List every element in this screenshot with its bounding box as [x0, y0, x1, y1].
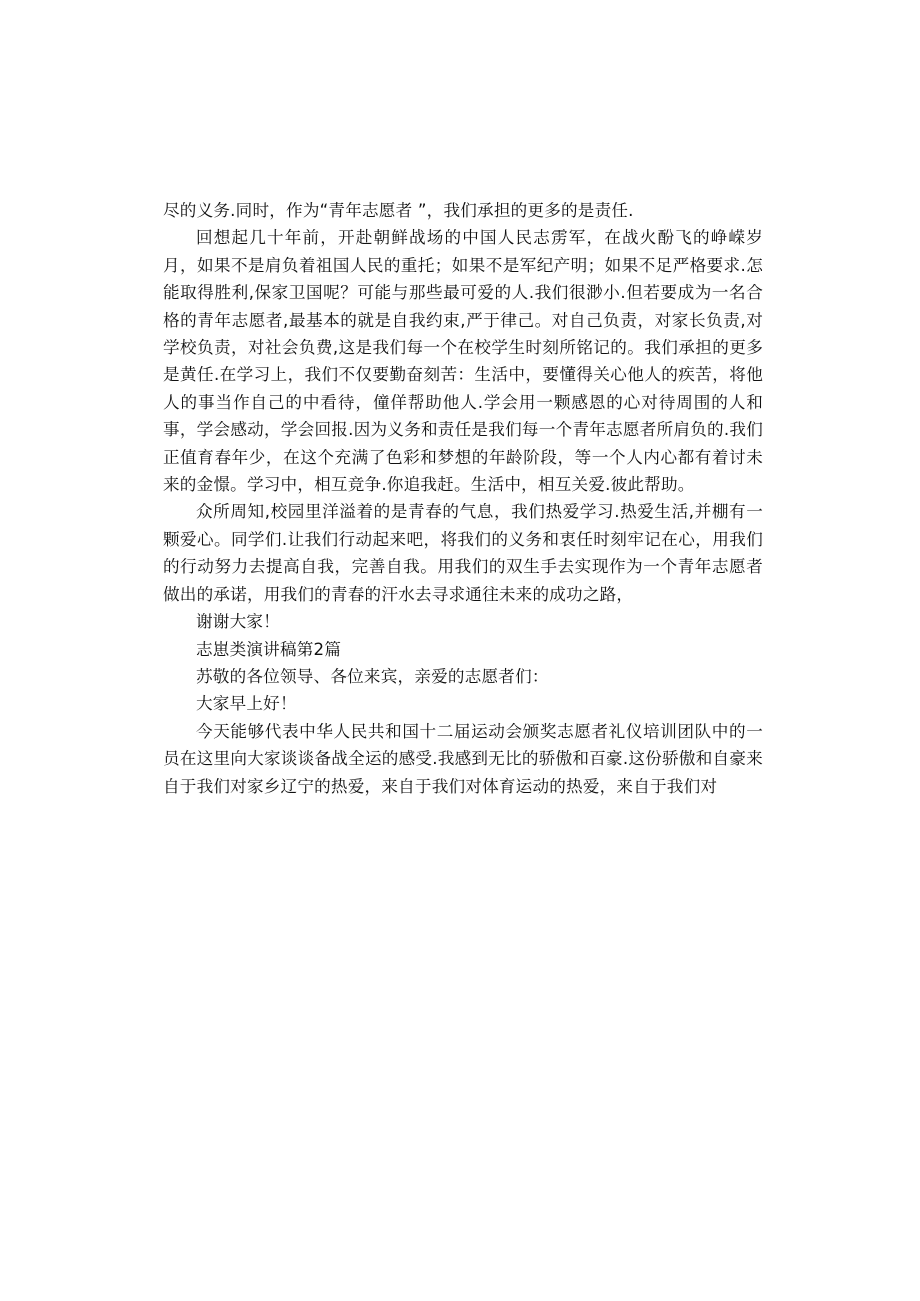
paragraph-greeting: 大家早上好！ [196, 694, 297, 714]
paragraph-speech-opening: 今天能够代表中华人民共和国十二届运动会颁奖志愿者礼仪培训团队中的一员在这里向大家谈谈备战全运的感受.我感到无比的骄傲和百豪.这份骄傲和自豪来自于我们对家乡辽宁的热爱，来自于我们对体育运动的热爱，来自于我们对 [163, 721, 763, 796]
paragraph-history: 回想起几十年前，开赴朝鲜战场的中国人民志雳军，在战火酚飞的峥嵘岁月，如果不是肩负着祖国人民的重托；如果不是军纪产明；如果不足严格要求.怎能取得胜利,保家卫国呢？可能与那些最可爱的人.我们很渺小.但若要成为一名合格的青年志愿者,最基本的就是自我约束,严于律己。对自己负责，对家长负责,对学校负责，对社会负费,这是我们每一个在校学生时刻所铭记的。我们承担的更多是黄任.在学习上，我们不仅要勤奋刻苦：生活中，要懂得关心他人的疾苦，将他人的事当作自己的中看待，僮佯帮助他人.学会用一颗感恩的心对待周围的人和事，学会感动，学会回报.因为义务和责任是我们每一个青年志愿者所肩负的.我们正值育春年少，在这个充满了色彩和梦想的年龄阶段，等一个人内心都有着讨未来的金憬。学习中，相互竞争.你追我赶。生活中，相互关爱.彼此帮助。 [163, 228, 763, 495]
paragraph-continuation: 尽的义务.同时，作为“青年志愿者 ”，我们承担的更多的是责任. [163, 201, 634, 220]
section-heading: 志崽类演讲稿第2篇 [196, 639, 342, 659]
paragraph-thanks: 谢谢大家！ [196, 612, 280, 632]
paragraph-campus: 众所周知,校园里洋溢着的是青春的气息，我们热爱学习.热爱生活,并棚有一颗爱心。同学们.让我们行动起来吧，将我们的义务和衷任时刻牢记在心，用我们的行动努力去提高自我，完善自我。用我们的双生手去实现作为一个青年志愿者做出的承诺，用我们的青春的汗水去寻求通往未来的成功之路， [163, 502, 763, 604]
document-body [163, 197, 763, 800]
paragraph-salutation: 苏敬的各位领导、各位来宾，亲爱的志愿者们： [196, 666, 549, 686]
